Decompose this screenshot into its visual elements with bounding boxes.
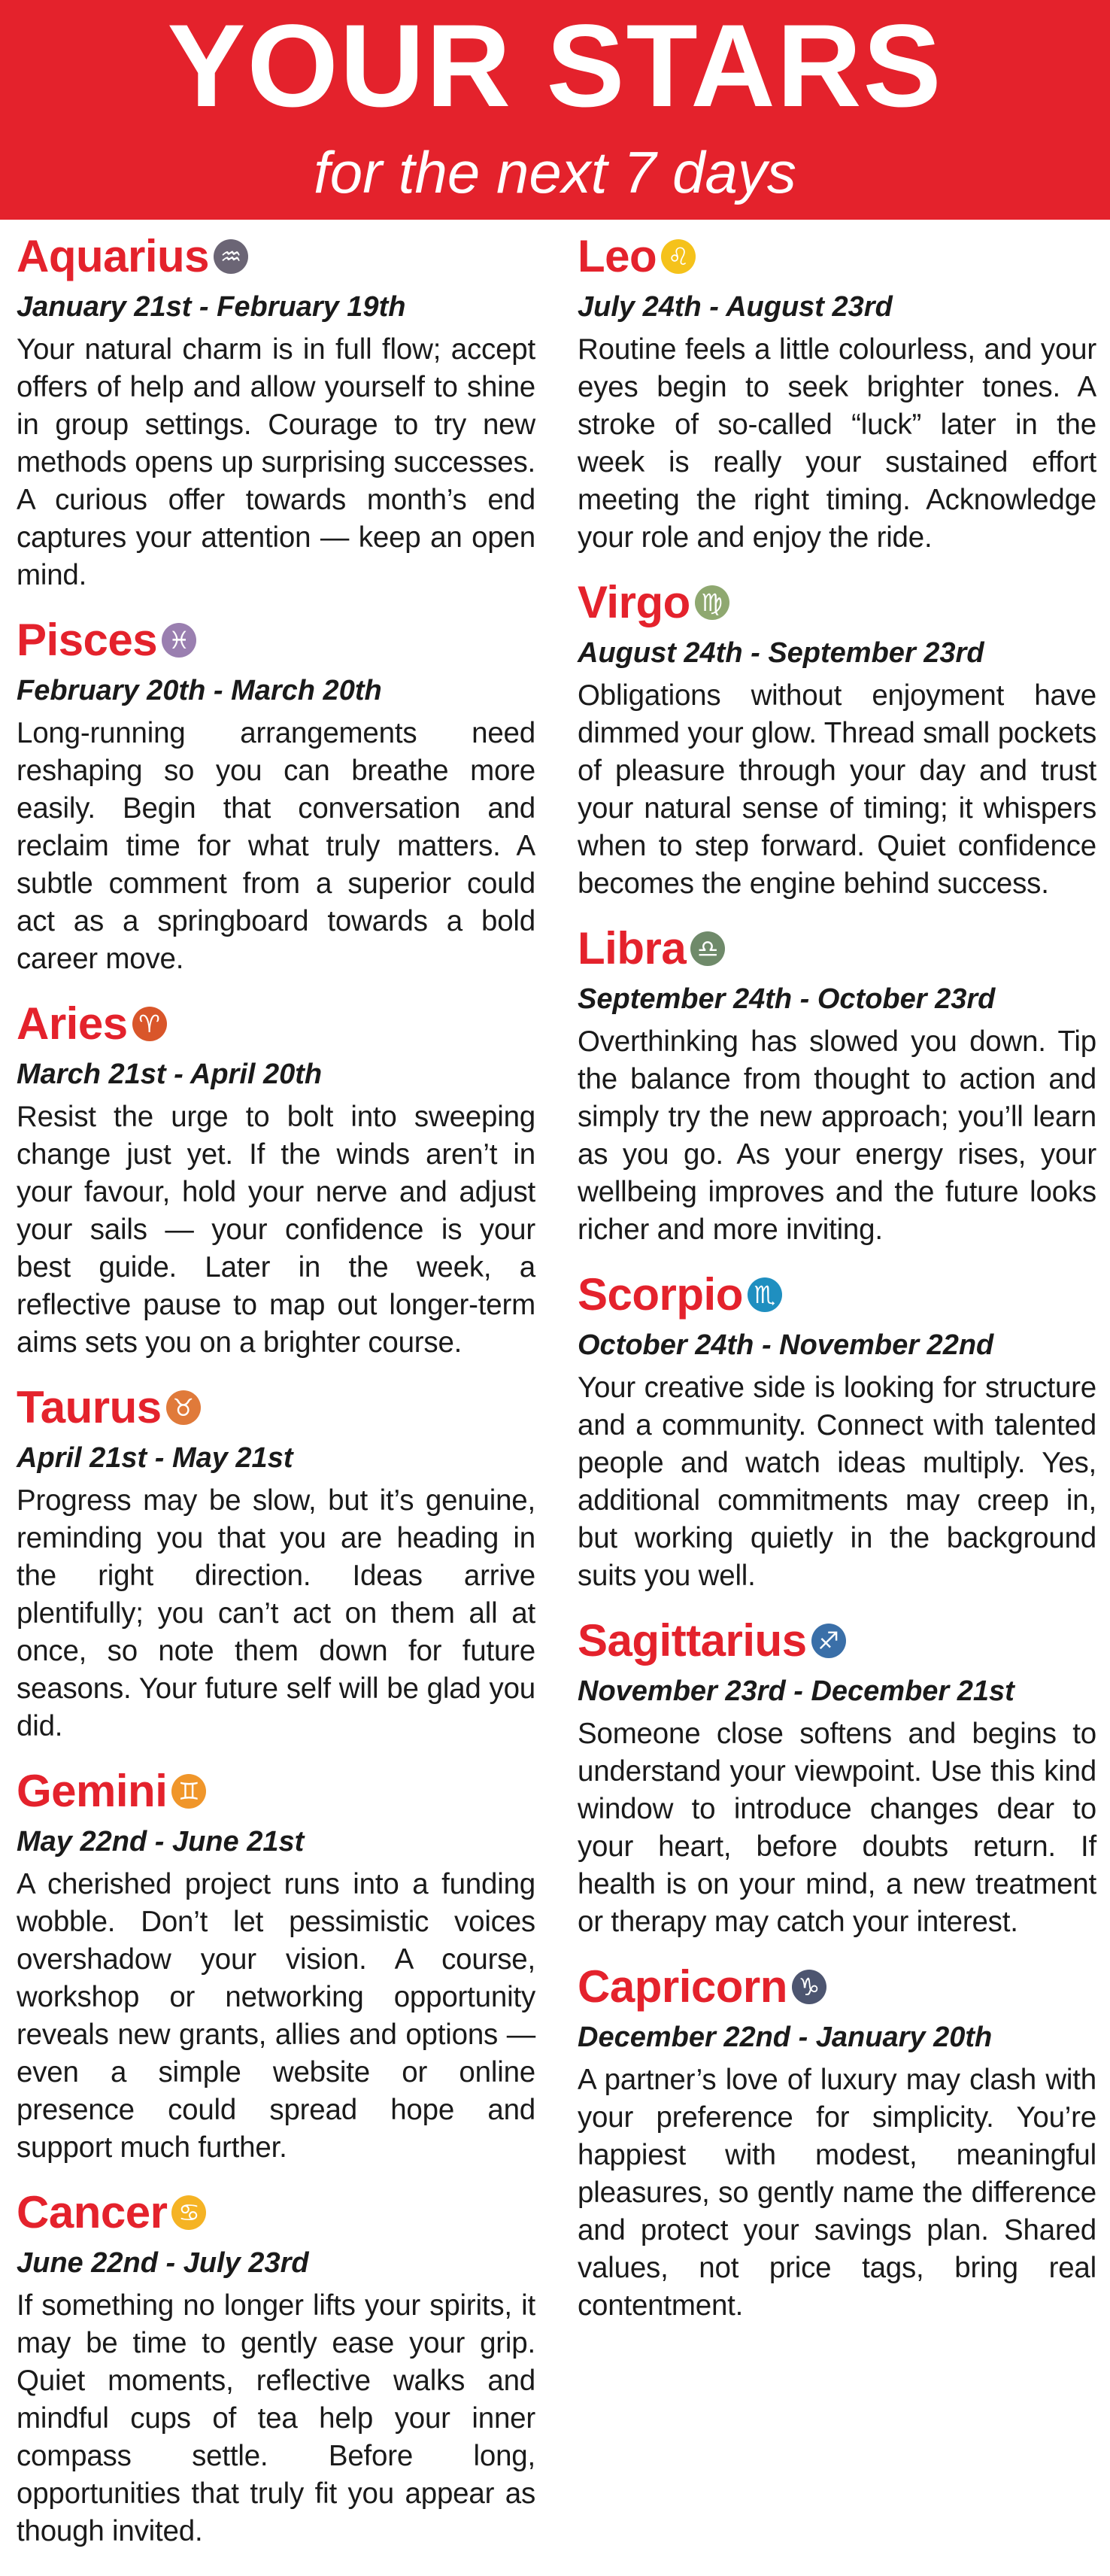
sign-forecast: Routine feels a little colourless, and your eyes begin to seek brighter tones. A stroke of so-called “luck” later in the week is really your sustained effort meeting the right timing. Acknowledge your role and enjoy the ride. [578,333,1096,554]
sign-name: Virgo [578,577,690,627]
sign-entry-aries [17,995,535,1362]
sign-header [17,1762,535,1821]
sign-name: Gemini [17,1766,168,1816]
sign-name: Sagittarius [578,1615,807,1666]
sign-entry-leo [578,227,1096,557]
sign-dates: May 22nd - June 21st [17,1826,305,1858]
sign-name: Pisces [17,615,158,665]
sign-entry-scorpio [578,1265,1096,1595]
sign-header [578,1612,1096,1670]
sign-entry-capricorn [578,1958,1096,2325]
sign-forecast: Your natural charm is in full flow; accept offers of help and allow yourself to shine in group settings. Courage to try new methods opens up surprising successes. A curious offer towards month’s end captures your attention — keep an open mind. [17,333,535,591]
sagittarius-icon: ♐︎ [811,1624,846,1658]
sign-header [17,611,535,670]
sign-dates: October 24th - November 22nd [578,1329,994,1361]
sign-forecast: Overthinking has slowed you down. Tip the balance from thought to action and simply try the new approach; you’ll learn as you go. As your energy rises, your wellbeing improves and the future looks richer and more inviting. [578,1025,1096,1246]
sign-entry-gemini [17,1762,535,2167]
sign-dates: April 21st - May 21st [17,1442,293,1474]
sign-dates: September 24th - October 23rd [578,983,996,1015]
sign-name: Scorpio [578,1269,743,1320]
sign-forecast: If something no longer lifts your spirits, it may be time to gently ease your grip. Quiet moments, reflective walks and mindful cups of tea help your inner compass settle. Before long, opportunities that truly fit you appear as though invited. [17,2289,535,2547]
sign-entry-sagittarius [578,1612,1096,1941]
sign-forecast: Someone close softens and begins to understand your viewpoint. Use this kind window to introduce changes dear to your heart, before doubts return. If health is on your mind, a new treatment or therapy may catch your interest. [578,1718,1096,1938]
leo-icon: ♌︎ [661,239,696,274]
sign-header [17,995,535,1053]
scorpio-icon: ♏︎ [748,1277,782,1312]
sign-dates: February 20th - March 20th [17,675,382,706]
sign-dates: November 23rd - December 21st [578,1675,1014,1707]
sign-header [578,1265,1096,1324]
sign-header [17,227,535,286]
virgo-icon: ♍︎ [695,585,729,620]
sign-name: Aries [17,998,128,1049]
sign-entry-virgo [578,573,1096,903]
sign-header [578,919,1096,978]
sign-dates: June 22nd - July 23rd [17,2247,309,2279]
cancer-icon: ♋︎ [171,2195,206,2230]
sign-header [17,1378,535,1437]
sign-entry-cancer [17,2183,535,2550]
sign-dates: March 21st - April 20th [17,1059,323,1090]
aries-icon: ♈︎ [132,1007,167,1041]
sign-forecast: Progress may be slow, but it’s genuine, reminding you that you are heading in the right direction. Ideas arrive plentifully; you can’t act on them all at once, so note them down for future seasons. Your future self will be glad you did. [17,1484,535,1742]
sign-header [578,227,1096,286]
sign-entry-pisces [17,611,535,978]
sign-forecast: A partner’s love of luxury may clash with your preference for simplicity. You’re happiest with modest, meaningful pleasures, so gently name the difference and protect your savings plan. Shared values, not price tags, bring real contentment. [578,2064,1096,2322]
pisces-icon: ♓︎ [162,623,196,658]
sign-name: Cancer [17,2187,168,2237]
sign-header [578,573,1096,632]
aquarius-icon: ♒︎ [214,239,248,274]
page-title: YOUR STARS [167,1,943,132]
sign-name: Aquarius [17,231,210,281]
sign-header [17,2183,535,2242]
sign-dates: January 21st - February 19th [17,291,406,323]
sign-name: Leo [578,231,657,281]
sign-dates: July 24th - August 23rd [578,291,893,323]
gemini-icon: ♊︎ [171,1774,206,1809]
libra-icon: ♎︎ [690,931,725,966]
taurus-icon: ♉︎ [166,1390,201,1425]
sign-forecast: Long-running arrangements need reshaping so you can breathe more easily. Begin that conversation and reclaim time for what truly matters. A subtle comment from a superior could act as a springboard towards a bold career move. [17,717,535,975]
sign-name: Taurus [17,1382,162,1432]
sign-forecast: Obligations without enjoyment have dimmed your glow. Thread small pockets of pleasure through your day and trust your natural sense of timing; it whispers when to step forward. Quiet confidence becomes the engine behind success. [578,679,1096,900]
header-banner [0,0,1110,220]
left-column [17,227,535,2567]
page-subtitle: for the next 7 days [314,139,796,205]
right-column [578,227,1096,2341]
sign-dates: August 24th - September 23rd [578,637,984,669]
sign-name: Libra [578,923,687,974]
sign-forecast: Your creative side is looking for structure and a community. Connect with talented people and watch ideas multiply. Yes, additional commitments may creep in, but working quietly in the background suits you well. [578,1372,1096,1592]
sign-name: Capricorn [578,1961,787,2012]
sign-forecast: Resist the urge to bolt into sweeping change just yet. If the winds aren’t in your favour, hold your nerve and adjust your sails — your confidence is your best guide. Later in the week, a reflective pause to map out longer-term aims sets you on a brighter course. [17,1101,535,1359]
sign-entry-libra [578,919,1096,1249]
sign-entry-taurus [17,1378,535,1745]
sign-entry-aquarius [17,227,535,594]
capricorn-icon: ♑︎ [792,1970,826,2004]
sign-forecast: A cherished project runs into a funding wobble. Don’t let pessimistic voices overshadow your vision. A course, workshop or networking opportunity reveals new grants, allies and options — even a simple website or online presence could spread hope and support much further. [17,1868,535,2164]
sign-dates: December 22nd - January 20th [578,2022,993,2053]
sign-header [578,1958,1096,2016]
